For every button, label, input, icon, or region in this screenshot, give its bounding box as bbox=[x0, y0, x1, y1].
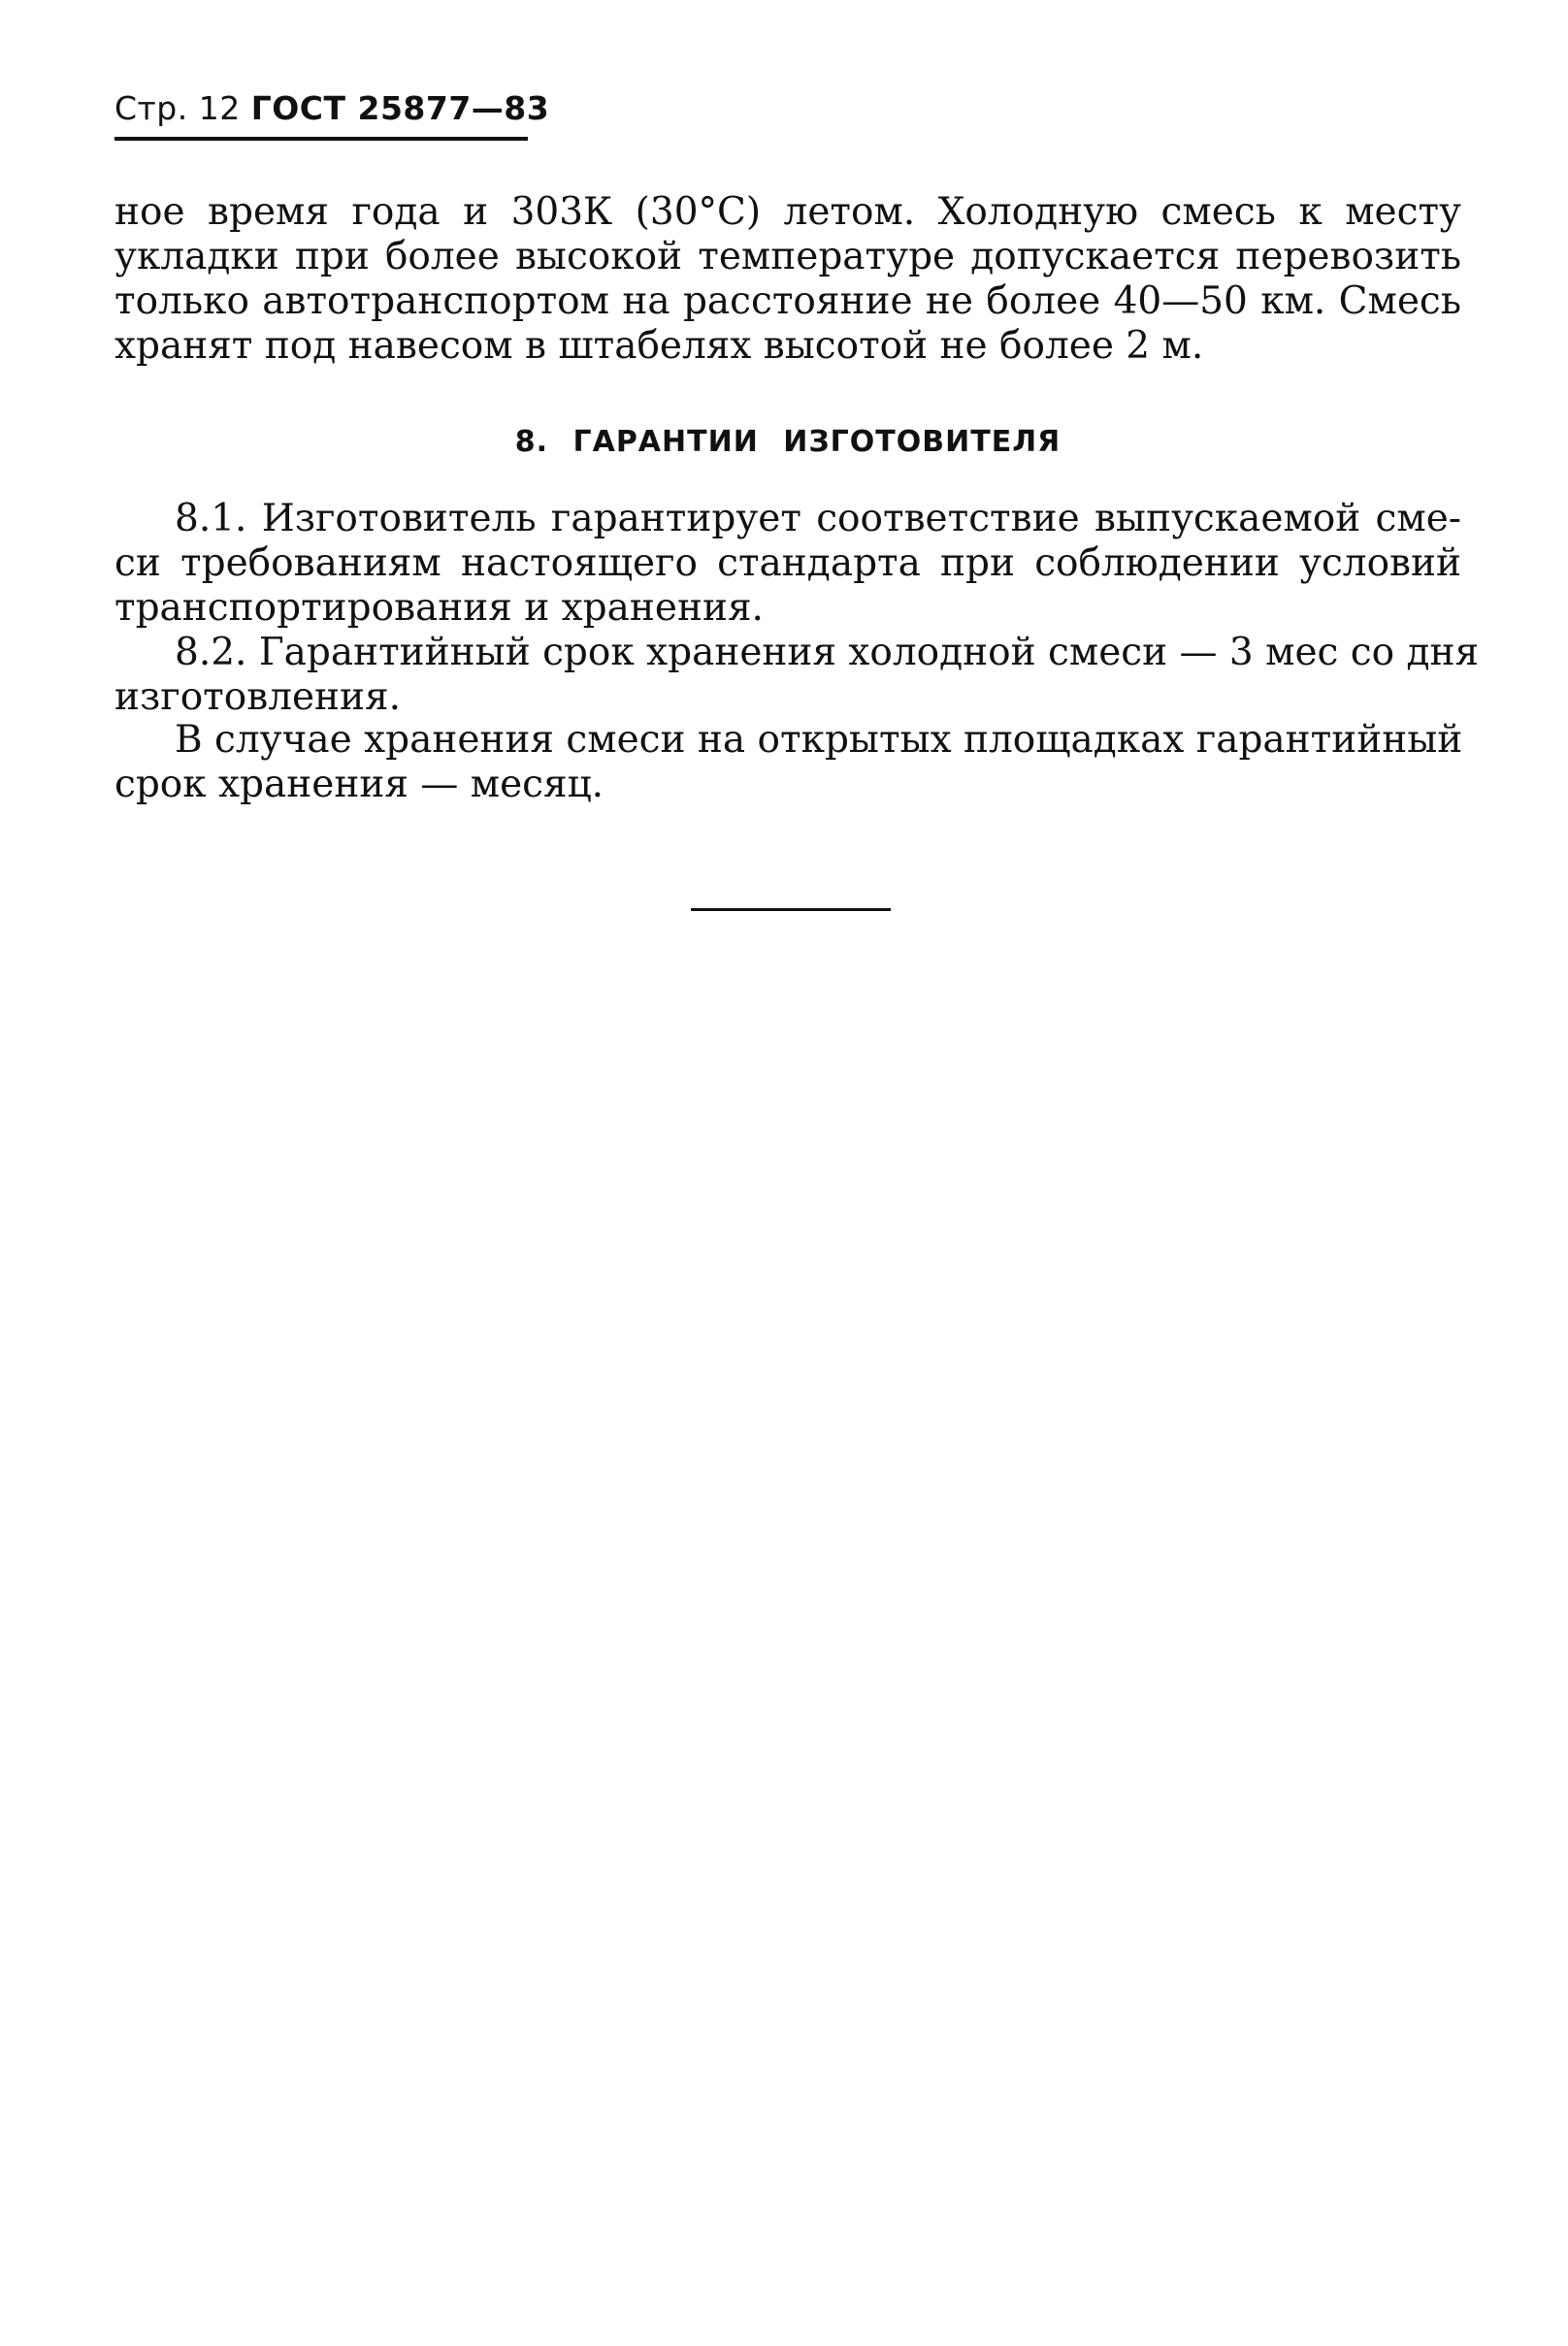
text-line: В случае хранения смеси на открытых площадках гарантийный bbox=[175, 718, 1463, 762]
text-line: срок хранения — месяц. bbox=[114, 763, 604, 806]
header-rule bbox=[114, 137, 528, 141]
paragraph-8-1 bbox=[114, 497, 1461, 631]
text-line: хранят под навесом в штабелях высотой не более 2 м. bbox=[114, 324, 1204, 368]
standard-designation: ГОСТ 25877—83 bbox=[250, 89, 550, 127]
text-line: 8.2. Гарантийный срок хранения холодной смеси — 3 мес со дня bbox=[175, 631, 1480, 674]
text-line: только автотранспортом на расстояние не более 40—50 км. Смесь bbox=[114, 279, 1461, 323]
text-line: 8.1. Изготовитель гарантирует соответствие выпускаемой сме- bbox=[175, 497, 1461, 540]
text-line: си требованиям настоящего стандарта при соблюдении условий bbox=[114, 541, 1461, 585]
text-line: изготовления. bbox=[114, 675, 402, 719]
end-rule bbox=[691, 908, 891, 911]
paragraph-storage-note bbox=[114, 718, 1461, 807]
page-header bbox=[114, 89, 549, 127]
continuation-paragraph bbox=[114, 190, 1461, 369]
paragraph-8-2 bbox=[114, 631, 1480, 720]
text-line: укладки при более высокой температуре допускается перевозить bbox=[114, 235, 1461, 278]
section-heading: 8. ГАРАНТИИ ИЗГОТОВИТЕЛЯ bbox=[514, 425, 1062, 459]
page-number: Стр. 12 bbox=[114, 89, 241, 127]
text-line: ное время года и 303К (30°С) летом. Холодную смесь к месту bbox=[114, 190, 1461, 234]
text-line: транспортирования и хранения. bbox=[114, 586, 764, 630]
